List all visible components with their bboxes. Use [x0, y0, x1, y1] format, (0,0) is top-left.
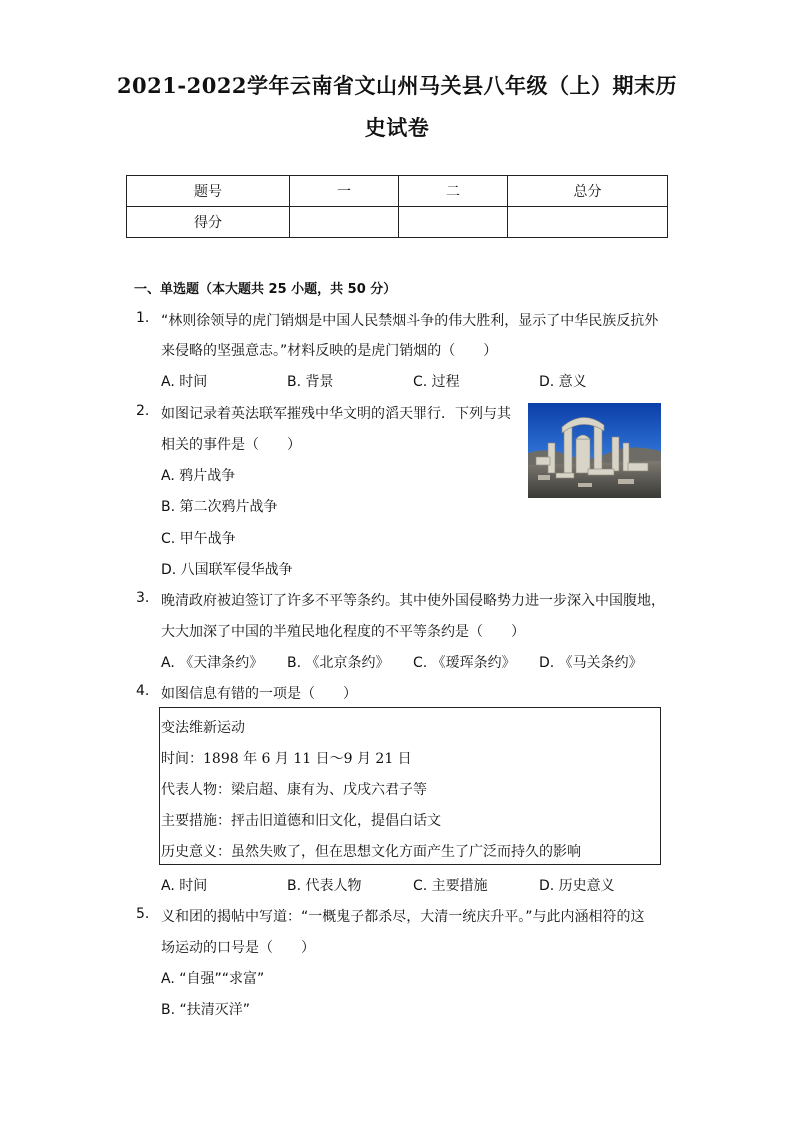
question-text: 如图记录着英法联军摧残中华文明的滔天罪行．下列与其 [161, 406, 511, 422]
table-cell: 得分 [127, 207, 290, 238]
table-cell [508, 207, 668, 238]
option-c[interactable]: C. 过程 [413, 374, 460, 390]
option-b[interactable]: B. 背景 [287, 374, 334, 390]
table-cell [290, 207, 399, 238]
option-d[interactable]: D. 八国联军侵华战争 [161, 562, 293, 578]
question-text: 义和团的揭帖中写道：“一概鬼子都杀尽，大清一统庆升平。”与此内涵相符的这 [161, 909, 645, 925]
info-box-title: 变法维新运动 [161, 720, 245, 736]
option-d[interactable]: D. 历史意义 [539, 878, 615, 894]
info-box-line: 主要措施：抨击旧道德和旧文化，提倡白话文 [161, 813, 441, 829]
question-text: 来侵略的坚强意志。”材料反映的是虎门销烟的（ ） [161, 343, 498, 359]
section-note: （本大题共 25 小题，共 50 分） [199, 282, 397, 297]
option-d[interactable]: D. 《马关条约》 [539, 655, 643, 671]
option-a[interactable]: A. “自强”“求富” [161, 971, 265, 987]
option-a[interactable]: A. 时间 [161, 878, 208, 894]
option-a[interactable]: A. 鸦片战争 [161, 468, 236, 484]
table-cell [399, 207, 508, 238]
table-row [127, 207, 668, 238]
option-c[interactable]: C. 主要措施 [413, 878, 488, 894]
section-heading [134, 278, 396, 297]
question-number: 3. [136, 590, 150, 606]
table-header-cell: 总分 [508, 176, 668, 207]
question-number: 5. [136, 906, 150, 922]
question-number: 1. [136, 310, 150, 326]
option-b[interactable]: B. 第二次鸦片战争 [161, 499, 278, 515]
info-box-line: 代表人物：梁启超、康有为、戊戌六君子等 [161, 782, 427, 798]
table-header-cell: 题号 [127, 176, 290, 207]
question-text: “林则徐领导的虎门销烟是中国人民禁烟斗争的伟大胜利，显示了中华民族反抗外 [161, 313, 659, 329]
question-number: 2. [136, 403, 150, 419]
question-number: 4. [136, 683, 150, 699]
question-text: 场运动的口号是（ ） [161, 940, 315, 956]
option-b[interactable]: B. “扶清灭洋” [161, 1002, 251, 1018]
option-a[interactable]: A. 时间 [161, 374, 208, 390]
score-table [126, 175, 668, 238]
ruins-photo [528, 403, 661, 498]
option-c[interactable]: C. 《瑷珲条约》 [413, 655, 516, 671]
question-text: 相关的事件是（ ） [161, 437, 301, 453]
question-text: 如图信息有错的一项是（ ） [161, 686, 357, 702]
table-header-cell: 二 [399, 176, 508, 207]
question-text: 大大加深了中国的半殖民地化程度的不平等条约是（ ） [161, 624, 525, 640]
option-a[interactable]: A. 《天津条约》 [161, 655, 264, 671]
info-box-line: 历史意义：虽然失败了，但在思想文化方面产生了广泛而持久的影响 [161, 844, 581, 860]
question-text: 晚清政府被迫签订了许多不平等条约。其中使外国侵略势力进一步深入中国腹地， [161, 593, 665, 609]
section-label: 一、单选题 [134, 282, 200, 297]
info-box-line: 时间：1898 年 6 月 11 日～9 月 21 日 [161, 751, 412, 767]
option-d[interactable]: D. 意义 [539, 374, 587, 390]
page-title-line-2: 史试卷 [364, 115, 430, 140]
table-row [127, 176, 668, 207]
info-box [159, 707, 661, 865]
table-header-cell: 一 [290, 176, 399, 207]
option-c[interactable]: C. 甲午战争 [161, 531, 236, 547]
option-b[interactable]: B. 代表人物 [287, 878, 362, 894]
page-title-line-1: 2021-2022学年云南省文山州马关县八年级（上）期末历 [116, 73, 678, 98]
option-b[interactable]: B. 《北京条约》 [287, 655, 390, 671]
